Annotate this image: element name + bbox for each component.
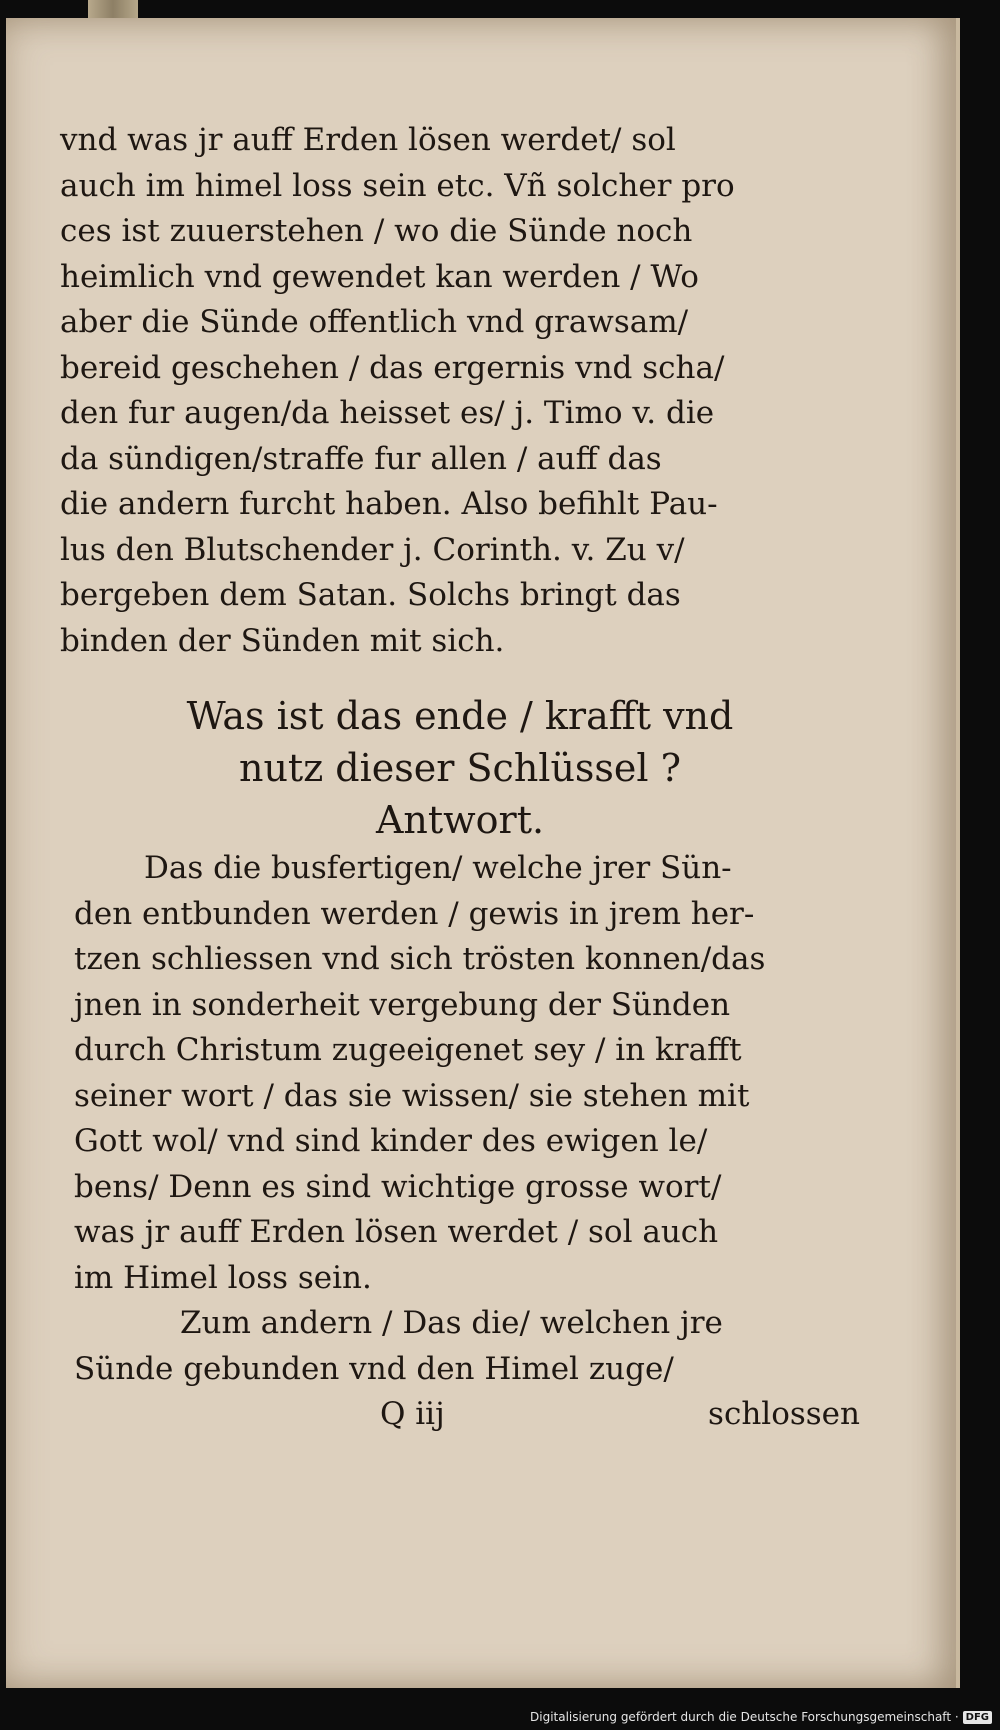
funding-text: Digitalisierung gefördert durch die Deutsche Forschungsgemeinschaft · xyxy=(530,1710,959,1724)
text-line: heimlich vnd gewendet kan werden / Wo xyxy=(60,258,699,295)
text-line: Sünde gebunden vnd den Himel zuge/ xyxy=(74,1350,674,1387)
text-line: was jr auff Erden lösen werdet / sol auch xyxy=(74,1214,719,1250)
dfg-logo: DFG xyxy=(963,1711,992,1724)
text-line: da sündigen/straffe fur allen / auff das xyxy=(60,440,662,477)
book-page xyxy=(6,18,960,1688)
text-line: den entbunden werden / gewis in jrem her- xyxy=(74,895,755,932)
text-line: bergeben dem Satan. Solchs bringt das xyxy=(60,577,681,613)
catchword: schlossen xyxy=(708,1396,860,1432)
text-line: Gott wol/ vnd sind kinder des ewigen le/ xyxy=(74,1123,708,1159)
text-line: bereid geschehen / das ergernis vnd scha/ xyxy=(60,349,725,386)
text-line: seiner wort / das sie wissen/ sie stehen mit xyxy=(74,1077,750,1114)
section-heading xyxy=(60,690,860,846)
text-line: jnen in sonderheit vergebung der Sünden xyxy=(74,986,731,1023)
page-foot-line xyxy=(60,1392,860,1438)
paragraph-1 xyxy=(60,118,860,664)
text-line: Das die busfertigen/ welche jrer Sün- xyxy=(144,850,732,886)
text-line: die andern furcht haben. Also befihlt Pau- xyxy=(60,486,718,522)
text-line: auch im himel loss sein etc. Vñ solcher pro xyxy=(60,167,735,204)
paragraph-3 xyxy=(60,1301,860,1392)
text-line: vnd was jr auff Erden lösen werdet/ sol xyxy=(60,122,676,158)
signature-mark: Q iij xyxy=(380,1396,445,1432)
funding-footer xyxy=(530,1710,992,1724)
text-line: binden der Sünden mit sich. xyxy=(60,622,505,659)
paragraph-2 xyxy=(60,846,860,1301)
text-line: aber die Sünde offentlich vnd grawsam/ xyxy=(60,304,689,340)
text-line: ces ist zuuerstehen / wo die Sünde noch xyxy=(60,213,693,249)
heading-line: Antwort. xyxy=(375,798,545,842)
text-line: lus den Blutschender j. Corinth. v. Zu v/ xyxy=(60,531,685,568)
heading-line: Was ist das ende / krafft vnd xyxy=(186,694,734,738)
text-line: Zum andern / Das die/ welchen jre xyxy=(180,1305,723,1341)
text-line: durch Christum zugeeigenet sey / in krafft xyxy=(74,1032,742,1068)
text-line: im Himel loss sein. xyxy=(74,1259,372,1296)
text-line: bens/ Denn es sind wichtige grosse wort/ xyxy=(74,1168,722,1205)
heading-line: nutz dieser Schlüssel ? xyxy=(238,746,682,790)
page-text xyxy=(60,118,860,1438)
text-line: den fur augen/da heisset es/ j. Timo v. die xyxy=(60,395,715,431)
text-line: tzen schliessen vnd sich trösten konnen/das xyxy=(74,941,766,977)
